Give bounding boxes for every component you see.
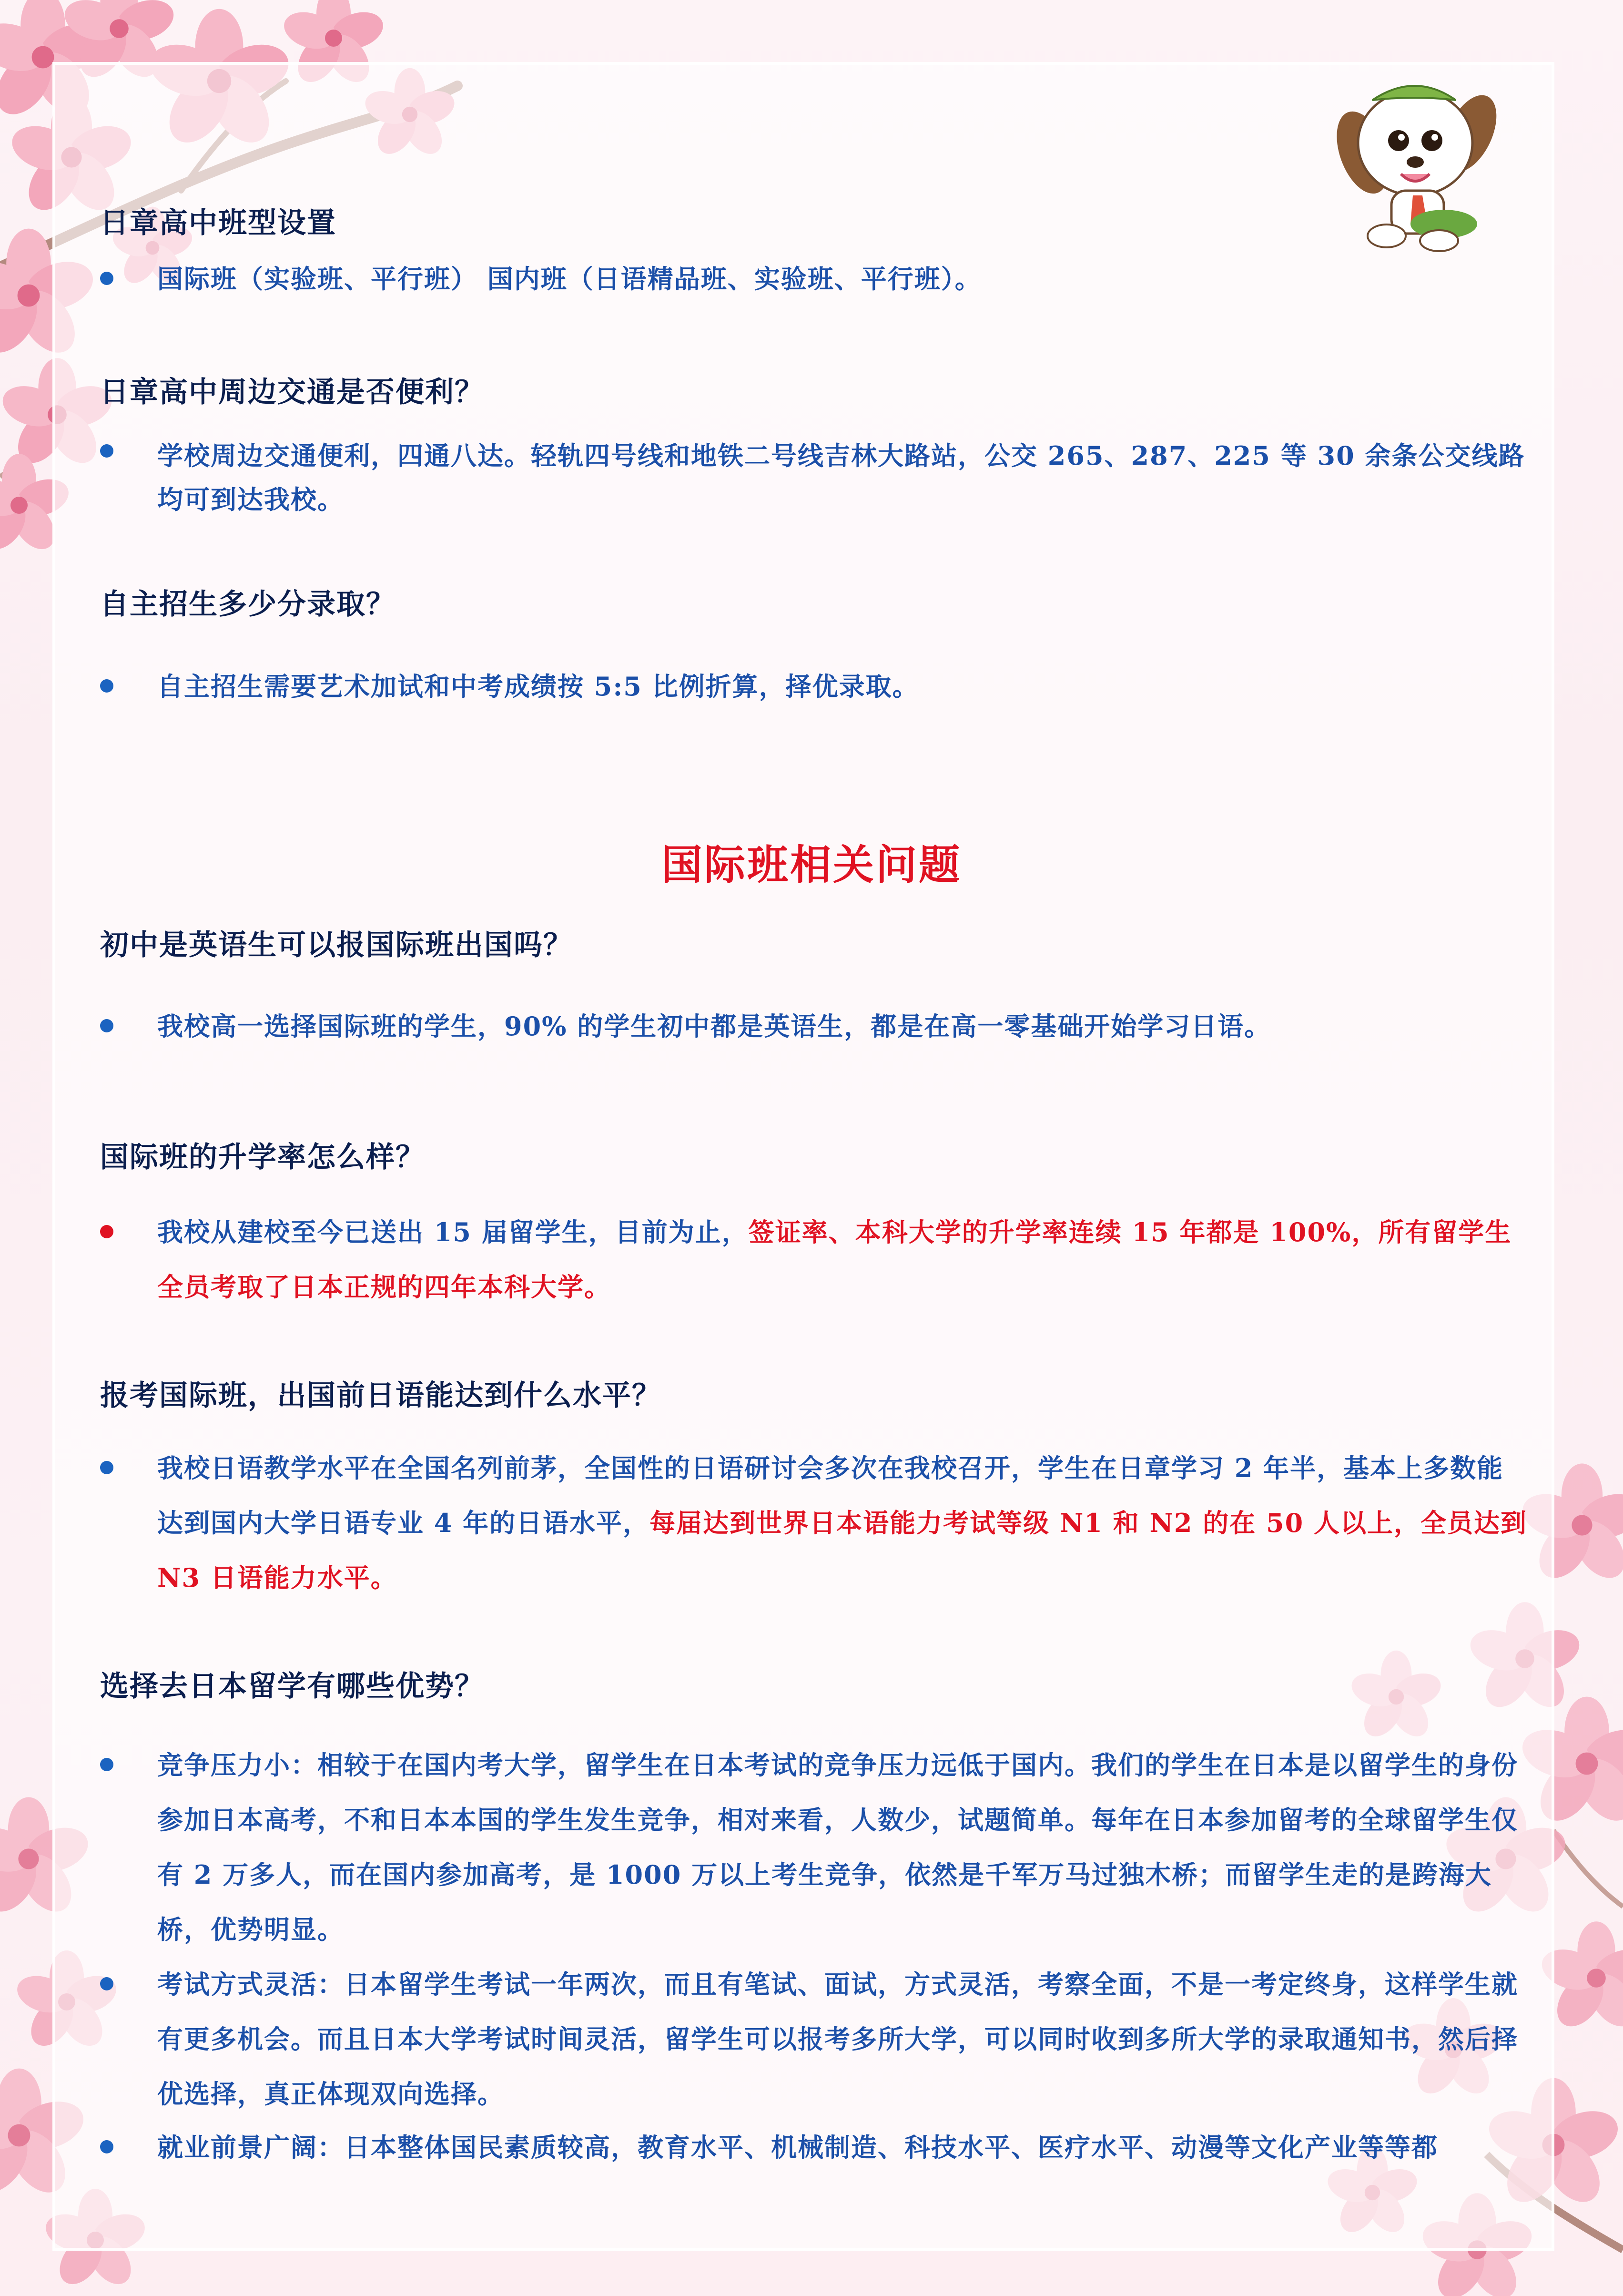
section-title: 国际班相关问题 xyxy=(661,841,962,889)
answer-text-highlight: 每届达到世界日本语能力考试等级 N1 和 N2 的在 50 人以上，全员达到 N3 日语能力水平。 xyxy=(157,1508,1527,1593)
advantage-exam-flexibility xyxy=(100,1968,1530,2122)
answer-english-students xyxy=(100,1010,1530,1043)
answer-text-normal: 我校日语教学水平在全国名列前茅，全国性的日语研讨会多次在我校召开，学生在日章学习 2 年半，基本上多数能达到国内大学日语专业 4 年的日语水平， xyxy=(157,1453,1504,1538)
question-english-students: 初中是英语生可以报国际班出国吗？ xyxy=(100,929,573,962)
bullet-icon xyxy=(100,1758,113,1771)
answer-text: 竞争压力小：相较于在国内考大学，留学生在日本考试的竞争压力远低于国内。我们的学生在日本是以留学生的身份参加日本高考，不和日本本国的学生发生竞争，相对来看，人数少，试题简单。每年在日本参加留考的全球留学生仅有 2 万多人，而在国内参加高考，是 1000 万以上考生竞争，依然是千军万马过独木桥；而留学生走的是跨海大桥，优势明显。 xyxy=(157,1750,1518,1945)
bullet-icon xyxy=(100,1977,113,1990)
answer-japanese-level xyxy=(100,1451,1530,1605)
answer-text: 我校高一选择国际班的学生，90% 的学生初中都是英语生，都是在高一零基础开始学习日语。 xyxy=(157,1011,1271,1041)
answer-transport xyxy=(100,434,1530,521)
answer-text xyxy=(157,1441,1530,1605)
answer-class-types xyxy=(100,262,1530,296)
answer-text xyxy=(157,1205,1530,1315)
question-class-types: 日章高中班型设置 xyxy=(100,206,336,240)
question-transport: 日章高中周边交通是否便利？ xyxy=(100,376,484,409)
bullet-icon xyxy=(100,2140,113,2153)
answer-admission-score xyxy=(100,670,1530,703)
question-japanese-level: 报考国际班，出国前日语能达到什么水平？ xyxy=(100,1379,661,1412)
answer-text: 就业前景广阔：日本整体国民素质较高，教育水平、机械制造、科技水平、医疗水平、动漫等文化产业等等都 xyxy=(157,2132,1438,2163)
bullet-icon xyxy=(100,679,113,693)
question-admission-rate: 国际班的升学率怎么样？ xyxy=(100,1141,425,1174)
advantage-employment xyxy=(100,2131,1530,2175)
answer-text: 国际班（实验班、平行班） 国内班（日语精品班、实验班、平行班）。 xyxy=(157,264,982,294)
bullet-icon xyxy=(100,1461,113,1474)
question-admission-score: 自主招生多少分录取？ xyxy=(100,588,396,621)
bullet-icon xyxy=(100,444,113,458)
answer-text-highlight: 签证率、本科大学的升学率连续 15 年都是 100%，所有留学生全员考取了日本正规的四年本科大学。 xyxy=(157,1217,1512,1302)
answer-text-normal: 我校从建校至今已送出 15 届留学生，目前为止， xyxy=(157,1217,749,1247)
answer-text: 考试方式灵活：日本留学生考试一年两次，而且有笔试、面试，方式灵活，考察全面，不是一考定终身，这样学生就有更多机会。而且日本大学考试时间灵活，留学生可以报考多所大学，可以同时收到多所大学的录取通知书，然后择优选择，真正体现双向选择。 xyxy=(157,1969,1518,2109)
answer-text: 学校周边交通便利，四通八达。轻轨四号线和地铁二号线吉林大路站，公交 265、287、225 等 30 余条公交线路均可到达我校。 xyxy=(157,440,1525,515)
advantage-competition xyxy=(100,1748,1530,1957)
bullet-icon xyxy=(100,1019,113,1032)
dog-mascot-icon xyxy=(1329,62,1501,253)
answer-text: 自主招生需要艺术加试和中考成绩按 5:5 比例折算，择优录取。 xyxy=(157,671,919,702)
answer-admission-rate xyxy=(100,1215,1530,1315)
bullet-icon xyxy=(100,272,113,285)
bullet-icon xyxy=(100,1225,113,1238)
question-study-advantages: 选择去日本留学有哪些优势？ xyxy=(100,1670,484,1703)
